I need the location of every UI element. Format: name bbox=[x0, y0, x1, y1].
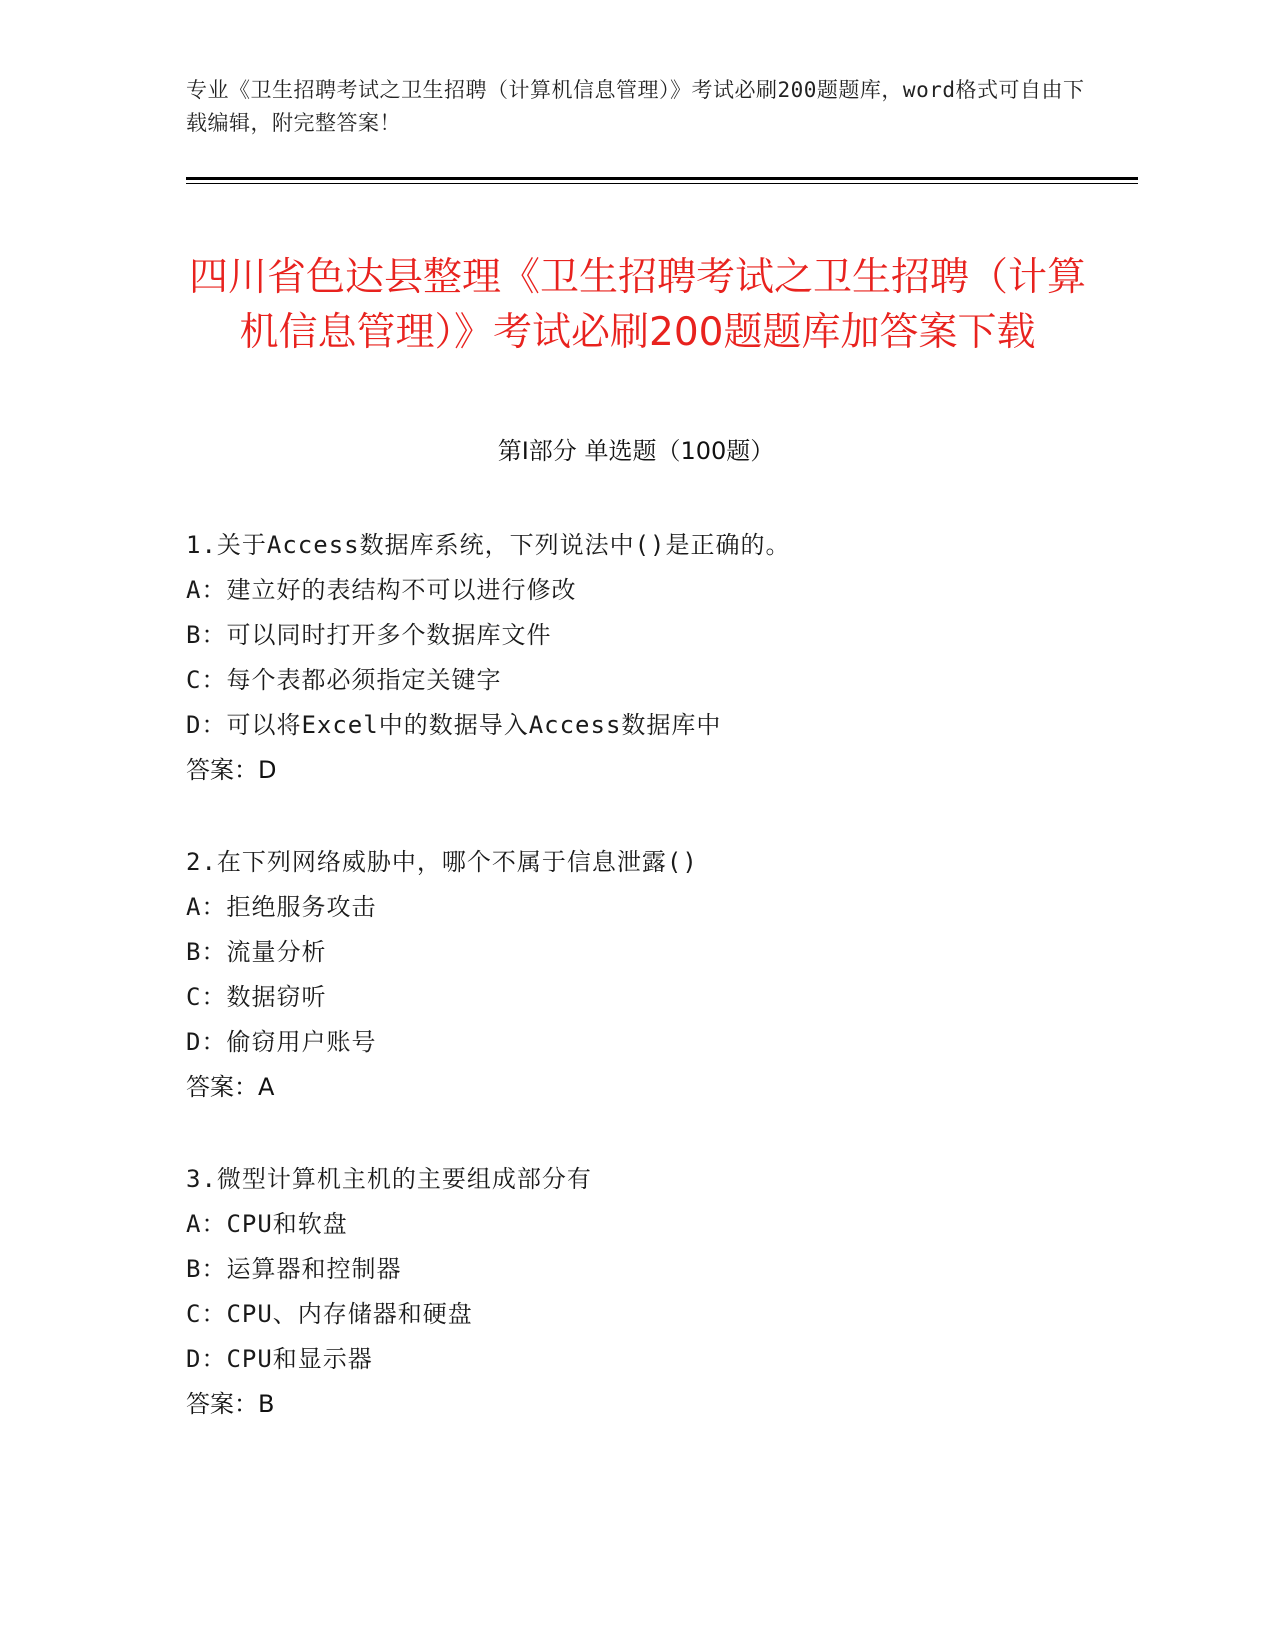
header-divider-thin bbox=[186, 183, 1138, 184]
question-1 bbox=[186, 523, 1086, 793]
question-stem: 2.在下列网络威胁中，哪个不属于信息泄露() bbox=[186, 848, 698, 876]
option-c: C：每个表都必须指定关键字 bbox=[186, 666, 502, 694]
option-b: B：运算器和控制器 bbox=[186, 1255, 402, 1283]
question-3 bbox=[186, 1157, 1086, 1427]
header-note: 专业《卫生招聘考试之卫生招聘（计算机信息管理）》考试必刷200题题库，word格式可自由下载编辑，附完整答案！ bbox=[186, 78, 1085, 135]
answer-line: 答案：B bbox=[186, 1390, 275, 1418]
option-d: D：CPU和显示器 bbox=[186, 1345, 373, 1373]
question-stem: 3.微型计算机主机的主要组成部分有 bbox=[186, 1165, 592, 1193]
answer-line: 答案：A bbox=[186, 1073, 275, 1101]
option-c: C：CPU、内存储器和硬盘 bbox=[186, 1300, 473, 1328]
question-stem: 1.关于Access数据库系统，下列说法中()是正确的。 bbox=[186, 531, 791, 559]
option-d: D：偷窃用户账号 bbox=[186, 1028, 377, 1056]
header-divider-thick bbox=[186, 177, 1138, 180]
answer-line: 答案：D bbox=[186, 756, 277, 784]
option-a: A：CPU和软盘 bbox=[186, 1210, 348, 1238]
question-list bbox=[186, 523, 1086, 1474]
document-title: 四川省色达县整理《卫生招聘考试之卫生招聘（计算机信息管理）》考试必刷200题题库加答案下载 bbox=[188, 255, 1086, 356]
question-2 bbox=[186, 840, 1086, 1110]
option-d: D：可以将Excel中的数据导入Access数据库中 bbox=[186, 711, 722, 739]
option-a: A：建立好的表结构不可以进行修改 bbox=[186, 576, 577, 604]
section-title: 第Ⅰ部分 单选题（100题） bbox=[497, 437, 775, 465]
option-c: C：数据窃听 bbox=[186, 983, 327, 1011]
option-b: B：流量分析 bbox=[186, 938, 327, 966]
option-b: B：可以同时打开多个数据库文件 bbox=[186, 621, 552, 649]
option-a: A：拒绝服务攻击 bbox=[186, 893, 377, 921]
